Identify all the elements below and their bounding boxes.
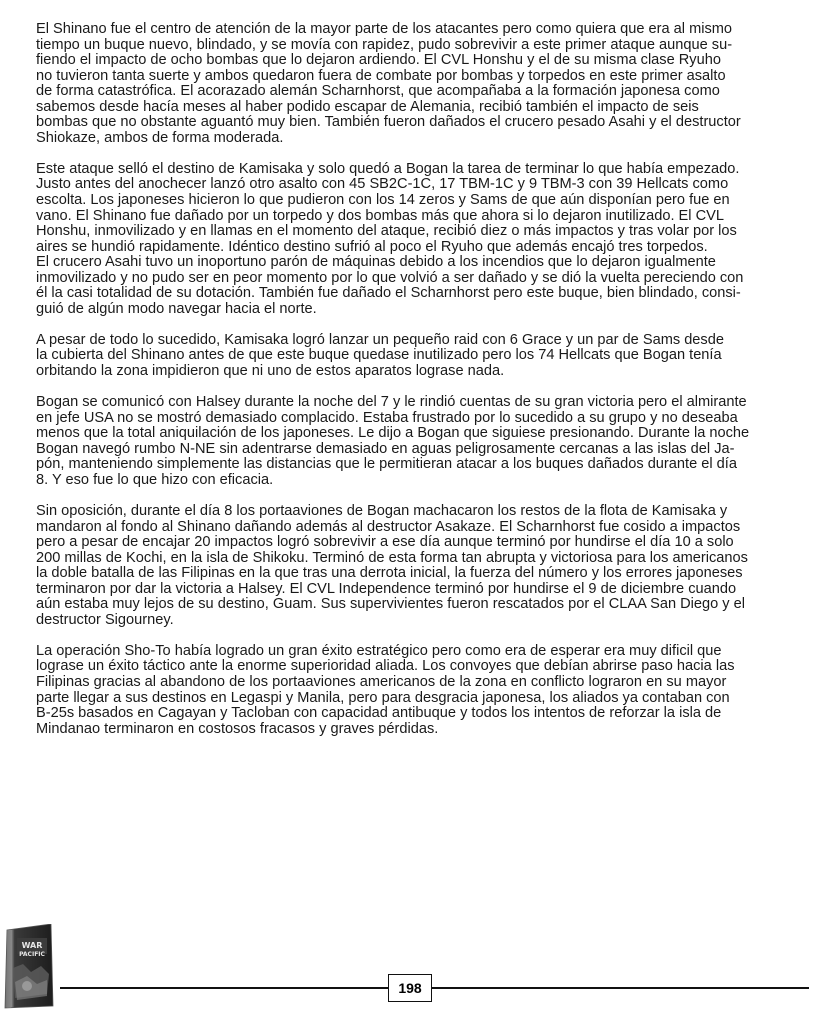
text-line: aires se hundió rapidamente. Idéntico destino sufrió al poco el Ryuho que además encajó tres torpedos. [36, 238, 708, 255]
text-line: Justo antes del anochecer lanzó otro asalto con 45 SB2C-1C, 17 TBM-1C y 9 TBM-3 con 39 Hellcats como [36, 176, 729, 193]
text-line: lograse un éxito táctico ante la enorme superioridad aliada. Los convoyes que debían abrirse paso hacia las [36, 658, 735, 675]
text-line: tiempo un buque nuevo, blindado, y se movía con rapidez, pudo sobrevivir a este primer ataque aunque su- [36, 36, 733, 53]
article-body [36, 22, 804, 753]
game-cover-thumbnail [3, 924, 55, 1009]
text-line: la doble batalla de las Filipinas en la que tras una derrota inicial, la fuerza del número y los errores japoneses [36, 565, 743, 582]
page-number-text: 198 [398, 980, 422, 996]
text-line: la cubierta del Shinano antes de que este buque quedase inutilizado pero los 74 Hellcats que Bogan tenía [36, 347, 722, 364]
text-line: en jefe USA no se mostró demasiado complacido. Estaba frustrado por lo sucedido a su grupo y no deseaba [36, 409, 738, 426]
text-line: B-25s basados en Cagayan y Tacloban con capacidad antibuque y todos los intentos de reforzar la isla de [36, 705, 722, 722]
text-line: Sin oposición, durante el día 8 los portaaviones de Bogan machacaron los restos de la flota de Kamisaka y [36, 502, 728, 519]
paragraph [36, 333, 804, 380]
text-line: de forma catastrófica. El acorazado alemán Scharnhorst, que acompañaba a la formación japonesa como [36, 83, 720, 100]
text-line: El Shinano fue el centro de atención de la mayor parte de los atacantes pero como quiera que era al mismo [36, 21, 733, 37]
text-line: inmovilizado y no pudo ser en peor momento por lo que volvió a ser dañado y se dió la vuelta pereciendo con [36, 269, 744, 286]
paragraph [36, 162, 804, 317]
text-line: parte llegar a sus destinos en Legaspi y Manila, pero para desgracia japonesa, los aliados ya contaban con [36, 689, 730, 706]
text-line: Honshu, inmovilizado y en llamas en el momento del ataque, recibió diez o más impactos y tras volar por los [36, 223, 737, 240]
text-line: Bogan navegó rumbo N-NE sin adentrarse demasiado en aguas peligrosamente cercanas a las islas del Ja- [36, 440, 735, 457]
text-line: pón, manteniendo simplemente las distancias que le permitieran atacar a los buques dañados durante el día [36, 456, 737, 473]
text-line: Mindanao terminaron en costosos fracasos y graves pérdidas. [36, 720, 439, 737]
paragraph [36, 22, 804, 146]
text-line: fiendo el impacto de ocho bombas que lo dejaron ardiendo. El CVL Honshu y el de su misma clase Ryuho [36, 52, 721, 69]
text-line: 8. Y eso fue lo que hizo con eficacia. [36, 471, 274, 488]
text-line: escolta. Los japoneses hicieron lo que pudieron con los 14 zeros y Sams de que aún disponían pero fue en [36, 192, 730, 209]
text-line: 200 millas de Kochi, en la isla de Shikoku. Terminó de esta forma tan abrupta y victoriosa para los americanos [36, 549, 748, 566]
text-line: Este ataque selló el destino de Kamisaka y solo quedó a Bogan la tarea de terminar lo que había empezado. [36, 160, 740, 177]
cover-title-line-1: WAR [21, 941, 43, 950]
text-line: bombas que no obstante aguantó muy bien. También fueron dañados el crucero pesado Asahi y el destructor [36, 114, 741, 131]
paragraph [36, 504, 804, 628]
text-line: él la casi totalidad de su dotación. También fue dañado el Scharnhorst pero este buque, bien blindado, consi- [36, 285, 741, 302]
text-line: vano. El Shinano fue dañado por un torpedo y dos bombas más que ahora si lo dejaron inutilizado. El CVL [36, 207, 724, 224]
text-line: terminaron por dar la victoria a Halsey. El CVL Independence terminó por hundirse el 9 de diciembre cuando [36, 580, 737, 597]
text-line: A pesar de todo lo sucedido, Kamisaka logró lanzar un pequeño raid con 6 Grace y un par de Sams desde [36, 331, 724, 348]
text-line: orbitando la zona impidieron que ni uno de estos aparatos lograse nada. [36, 363, 505, 380]
text-line: no tuvieron tanta suerte y ambos quedaron fuera de combate por bombas y torpedos en este primer asalto [36, 67, 726, 84]
text-line: Shiokaze, ambos de forma moderada. [36, 129, 284, 146]
text-line: La operación Sho-To había logrado un gran éxito estratégico pero como era de esperar era muy dificil que [36, 642, 722, 659]
text-line: pero a pesar de encajar 20 impactos logró sobrevivir a ese día aunque terminó por hundirse el día 10 a solo [36, 534, 734, 551]
text-line: aún estaba muy lejos de su destino, Guam. Sus supervivientes fueron rescatados por el CLAA San Diego y el [36, 596, 746, 613]
paragraph [36, 395, 804, 488]
text-line: destructor Sigourney. [36, 611, 174, 628]
cover-title-line-2: PACIFIC [19, 951, 45, 958]
text-line: Bogan se comunicó con Halsey durante la noche del 7 y le rindió cuentas de su gran victoria pero el almirante [36, 394, 747, 411]
text-line: sabemos desde hacía meses al haber podido escapar de Alemania, recibió también el impacto de seis [36, 98, 699, 115]
text-line: menos que la total aniquilación de los japoneses. Le dijo a Bogan que siguiese presionando. Durante la noche [36, 425, 750, 442]
paragraph [36, 644, 804, 737]
text-line: guió de algún modo navegar hacia el norte. [36, 300, 317, 317]
text-line: Filipinas gracias al abandono de los portaaviones americanos de la zona en conflicto lograron en su mayor [36, 673, 727, 690]
text-line: El crucero Asahi tuvo un inoportuno parón de máquinas debido a los incendios que lo dejaron igualmente [36, 254, 716, 271]
text-line: mandaron al fondo al Shinano dañando además al destructor Asakaze. El Scharnhorst fue cosido a impactos [36, 518, 741, 535]
footer-rule [60, 987, 809, 989]
page-number [388, 974, 432, 1002]
